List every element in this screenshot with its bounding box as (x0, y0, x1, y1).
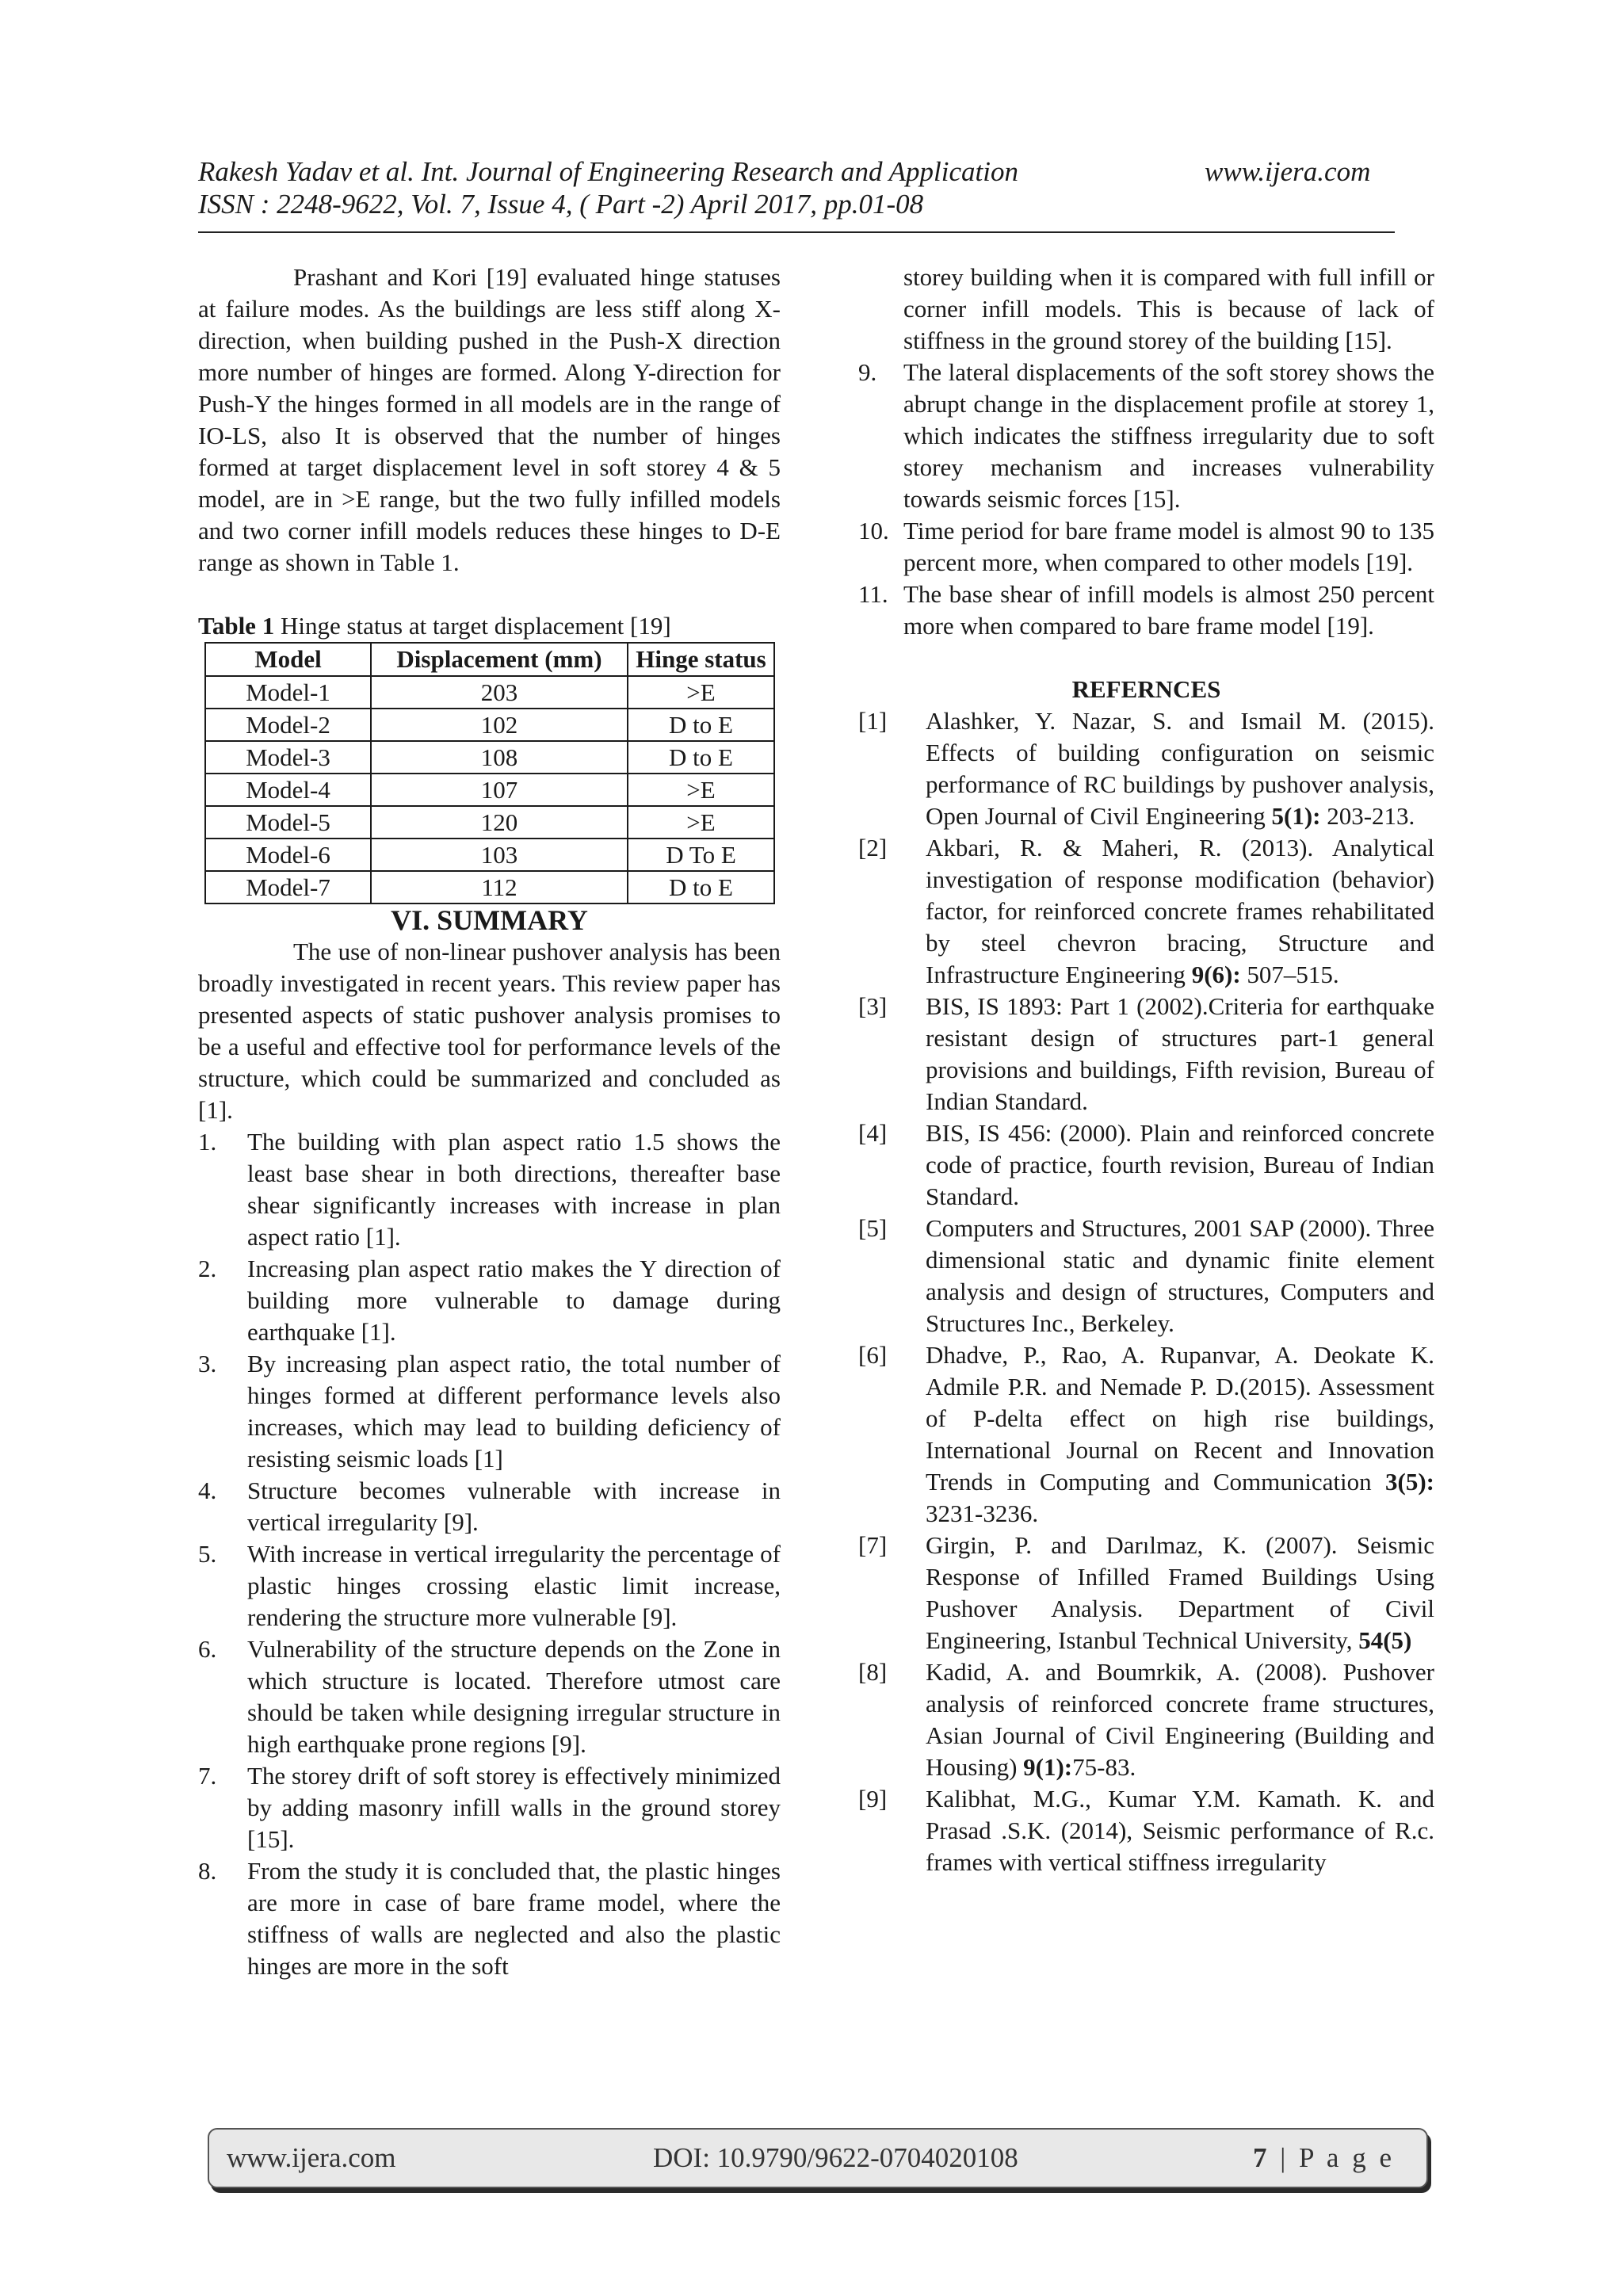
reference-number: [4] (858, 1119, 888, 1147)
cell-model: Model-4 (205, 774, 371, 806)
summary-intro-paragraph: The use of non-linear pushover analysis has been broadly investigated in recent years. This review paper has presented aspects of static pushover analysis promises to be a useful and effective tool for performance levels of the structure, which could be summarized and concluded as [1]. (198, 938, 781, 1124)
reference-text: Girgin, P. and Darılmaz, K. (2007). Seismic Response of Infilled Framed Buildings Using Pushover Analysis. Department of Civil Engineering, Istanbul Technical University, (926, 1531, 1434, 1654)
page-number: 7 (1253, 2142, 1270, 2173)
right-column (858, 262, 1434, 1878)
cell-model: Model-5 (205, 806, 371, 839)
list-item (198, 1475, 781, 1538)
reference-volume: 3(5): (1385, 1468, 1434, 1496)
reference-item (858, 1117, 1434, 1213)
list-item (198, 1348, 781, 1475)
reference-text: BIS, IS 456: (2000). Plain and reinforced concrete code of practice, fourth revision, Bureau of Indian Standard. (926, 1119, 1434, 1210)
list-item (858, 579, 1434, 642)
reference-item (858, 991, 1434, 1117)
references-list (858, 705, 1434, 1878)
cell-displacement: 102 (371, 709, 628, 741)
list-item-number: 1. (198, 1128, 217, 1156)
list-item-number: 10. (858, 517, 889, 544)
list-item-number: 6. (198, 1635, 217, 1663)
reference-item (858, 705, 1434, 832)
cell-hinge-status: >E (628, 806, 774, 839)
reference-number: [8] (858, 1658, 888, 1686)
summary-heading: VI. SUMMARY (391, 904, 588, 936)
cell-hinge-status: >E (628, 774, 774, 806)
reference-item (858, 832, 1434, 991)
reference-volume: 5(1): (1271, 802, 1321, 830)
cell-displacement: 120 (371, 806, 628, 839)
reference-number: [5] (858, 1214, 888, 1242)
reference-number: [2] (858, 834, 888, 861)
reference-volume: 9(6): (1191, 961, 1241, 988)
reference-text: BIS, IS 1893: Part 1 (2002).Criteria for earthquake resistant design of structures part-1 general provisions and buildings, Fifth revision, Bureau of Indian Standard. (926, 992, 1434, 1115)
reference-text: Dhadve, P., Rao, A. Rupanvar, A. Deokate K. Admile P.R. and Nemade P. D.(2015). Assessment of P-delta effect on high rise buildings, International Journal on Recent and Innovation Trends in Computing and Communication (926, 1341, 1434, 1496)
reference-number: [6] (858, 1341, 888, 1369)
left-column (198, 262, 781, 1982)
table-row (205, 839, 774, 871)
cell-model: Model-1 (205, 676, 371, 709)
reference-pages: 203-213. (1320, 802, 1415, 830)
header-url-link[interactable]: www.ijera.com (1205, 156, 1371, 187)
cell-hinge-status: D to E (628, 871, 774, 904)
table-row (205, 806, 774, 839)
reference-item (858, 1783, 1434, 1878)
footer-page-number (1253, 2130, 1395, 2187)
reference-text: Computers and Structures, 2001 SAP (2000). Three dimensional static and dynamic finite element analysis and design of structures, Computers and Structures Inc., Berkeley. (926, 1214, 1434, 1337)
table-caption-text: Hinge status at target displacement [19] (274, 612, 671, 640)
reference-item (858, 1656, 1434, 1783)
list-item-text: Increasing plan aspect ratio makes the Y direction of building more vulnerable to damage during earthquake [1]. (247, 1255, 781, 1346)
list-item-number: 11. (858, 580, 888, 608)
cell-hinge-status: D To E (628, 839, 774, 871)
list-item-number: 5. (198, 1540, 217, 1568)
header-authors-journal: Rakesh Yadav et al. Int. Journal of Engineering Research and Application (198, 156, 1018, 187)
list-item (198, 1253, 781, 1348)
reference-pages: 75-83. (1072, 1753, 1136, 1781)
list-item-number: 2. (198, 1255, 217, 1282)
reference-volume: 9(1): (1023, 1753, 1073, 1781)
page-footer (208, 2128, 1428, 2188)
list-item-text: Structure becomes vulnerable with increase in vertical irregularity [9]. (247, 1477, 781, 1536)
reference-text: Alashker, Y. Nazar, S. and Ismail M. (2015). Effects of building configuration on seismic performance of RC buildings by pushover analysis, Open Journal of Civil Engineering (926, 707, 1434, 830)
intro-paragraph: Prashant and Kori [19] evaluated hinge statuses at failure modes. As the buildings are less stiff along X-direction, when building pushed in the Push-X direction more number of hinges are formed. Along Y-direction for Push-Y the hinges formed in all models are in the range of IO-LS, also It is observed that the number of hinges formed at target displacement level in soft storey 4 & 5 model, are in >E range, but the two fully infilled models and two corner infill models reduces these hinges to D-E range as shown in Table 1. (198, 263, 781, 576)
reference-item (858, 1530, 1434, 1656)
cell-model: Model-3 (205, 741, 371, 774)
cell-hinge-status: >E (628, 676, 774, 709)
cell-displacement: 108 (371, 741, 628, 774)
reference-number: [9] (858, 1785, 888, 1813)
list-item-text: The lateral displacements of the soft storey shows the abrupt change in the displacement profile at storey 1, which indicates the stiffness irregularity due to soft storey mechanism and increases vulnerability towards seismic forces [15]. (903, 358, 1434, 513)
list-item-text: Time period for bare frame model is almost 90 to 135 percent more, when compared to other models [19]. (903, 517, 1434, 576)
column-header-displacement: Displacement (mm) (371, 643, 628, 676)
cell-hinge-status: D to E (628, 709, 774, 741)
reference-number: [7] (858, 1531, 888, 1559)
reference-item (858, 1339, 1434, 1530)
list-item-text: The building with plan aspect ratio 1.5 shows the least base shear in both directions, thereafter base shear significantly increases with increase in plan aspect ratio [1]. (247, 1128, 781, 1251)
hinge-status-table (204, 642, 775, 904)
cell-model: Model-7 (205, 871, 371, 904)
cell-hinge-status: D to E (628, 741, 774, 774)
cell-model: Model-2 (205, 709, 371, 741)
reference-text: Akbari, R. & Maheri, R. (2013). Analytical investigation of response modification (behavior) factor, for reinforced concrete frames rehabilitated by steel chevron bracing, Structure and Infrastructure Engineering (926, 834, 1434, 988)
list-item-text: The storey drift of soft storey is effectively minimized by adding masonry infill walls in the ground storey [15]. (247, 1762, 781, 1853)
list-item-text: From the study it is concluded that, the plastic hinges are more in case of bare frame model, where the stiffness of walls are neglected and also the plastic hinges are more in the soft (247, 1857, 781, 1980)
cell-displacement: 107 (371, 774, 628, 806)
list-item-number: 4. (198, 1477, 217, 1504)
table-row (205, 709, 774, 741)
reference-number: [3] (858, 992, 888, 1020)
reference-text: Kalibhat, M.G., Kumar Y.M. Kamath. K. and Prasad .S.K. (2014), Seismic performance of R.c. frames with vertical stiffness irregularity (926, 1785, 1434, 1876)
list-item (198, 1633, 781, 1760)
cell-displacement: 112 (371, 871, 628, 904)
cell-displacement: 203 (371, 676, 628, 709)
list-item-number: 8. (198, 1857, 217, 1885)
cell-model: Model-6 (205, 839, 371, 871)
references-heading: REFERNCES (1071, 675, 1221, 703)
summary-list (198, 1126, 781, 1982)
summary-list-continued (858, 357, 1434, 642)
table-caption-label: Table 1 (198, 612, 275, 640)
table-header-row (205, 643, 774, 676)
list-item (198, 1538, 781, 1633)
table-row (205, 774, 774, 806)
reference-pages: 507–515. (1240, 961, 1339, 988)
footer-website-link[interactable]: www.ijera.com (227, 2142, 396, 2173)
list-item-continuation: storey building when it is compared with full infill or corner infill models. This is because of lack of stiffness in the ground storey of the building [15]. (903, 263, 1434, 354)
list-item-number: 7. (198, 1762, 217, 1790)
table-row (205, 741, 774, 774)
list-item (858, 515, 1434, 579)
table-caption (198, 610, 781, 642)
table-row (205, 871, 774, 904)
list-item-text: With increase in vertical irregularity the percentage of plastic hinges crossing elastic limit increase, rendering the structure more vulnerable [9]. (247, 1540, 781, 1631)
list-item-text: The base shear of infill models is almost 250 percent more when compared to bare frame model [19]. (903, 580, 1434, 640)
reference-text: Kadid, A. and Boumrkik, A. (2008). Pushover analysis of reinforced concrete frame structures, Asian Journal of Civil Engineering (Building and Housing) (926, 1658, 1434, 1781)
list-item (198, 1126, 781, 1253)
reference-pages: 3231-3236. (926, 1499, 1039, 1527)
reference-volume: 54(5) (1358, 1626, 1412, 1654)
page-header (198, 155, 1395, 220)
list-item-text: By increasing plan aspect ratio, the total number of hinges formed at different performance levels also increases, which may lead to building deficiency of resisting seismic loads [1] (247, 1350, 781, 1473)
page-label: | P a g e (1270, 2142, 1395, 2173)
header-journal-line (198, 155, 1395, 188)
table-row (205, 676, 774, 709)
footer-doi: DOI: 10.9790/9622-0704020108 (653, 2142, 1018, 2173)
reference-number: [1] (858, 707, 888, 735)
cell-displacement: 103 (371, 839, 628, 871)
list-item-number: 3. (198, 1350, 217, 1377)
column-header-hinge-status: Hinge status (628, 643, 774, 676)
list-item (198, 1855, 781, 1982)
list-item (858, 357, 1434, 515)
list-item (198, 1760, 781, 1855)
header-divider (198, 231, 1395, 233)
list-item-number: 9. (858, 358, 877, 386)
reference-item (858, 1213, 1434, 1339)
column-header-model: Model (205, 643, 371, 676)
list-item-text: Vulnerability of the structure depends on the Zone in which structure is located. Therefore utmost care should be taken while designing irregular structure in high earthquake prone regions [9]. (247, 1635, 781, 1758)
header-issn-line: ISSN : 2248-9622, Vol. 7, Issue 4, ( Part -2) April 2017, pp.01-08 (198, 189, 924, 220)
